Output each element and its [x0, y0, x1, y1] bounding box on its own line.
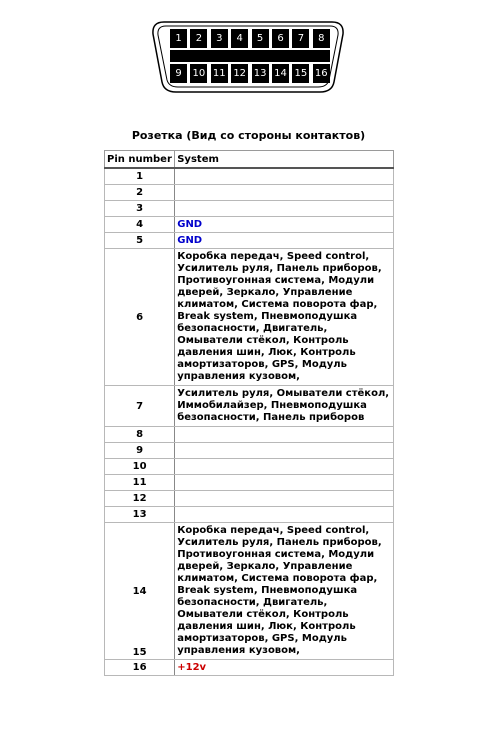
connector-pin-5: 5 [252, 29, 269, 48]
connector-pin-8: 8 [313, 29, 330, 48]
connector-pin-12: 12 [231, 64, 248, 83]
table-row [105, 475, 394, 491]
system-cell [175, 443, 394, 459]
pin-number-cell: 8 [105, 427, 175, 443]
system-cell: Коробка передач, Speed control, Усилитель руля, Панель приборов, Противоугонная система, Модули дверей, Зеркало, Управление климатом, Система поворота фар, Break system, Пневмоподушка безопасности, Двигатель, Омыватели стёкол, Контроль давления шин, Люк, Контроль амортизаторов, GPS, Модуль управления кузовом, [175, 523, 394, 660]
connector-pin-11: 11 [211, 64, 228, 83]
connector-pin-9: 9 [170, 64, 187, 83]
connector-pin-15: 15 [292, 64, 309, 83]
connector-pin-10: 10 [190, 64, 207, 83]
pin-number-cell [105, 523, 175, 660]
pin-number-cell: 4 [105, 217, 175, 233]
pin-number-cell: 13 [105, 507, 175, 523]
pin-number-cell: 6 [105, 249, 175, 386]
system-cell [175, 507, 394, 523]
table-row [105, 217, 394, 233]
diagram-caption: Розетка (Вид со стороны контактов) [131, 129, 366, 142]
system-cell: +12v [175, 660, 394, 676]
system-cell [175, 185, 394, 201]
connector-pin-14: 14 [272, 64, 289, 83]
system-cell: Усилитель руля, Омыватели стёкол, Иммобилайзер, Пневмоподушка безопасности, Панель приборов [175, 386, 394, 427]
table-row [105, 185, 394, 201]
pin-number-extra: 15 [132, 647, 147, 658]
connector-pin-6: 6 [272, 29, 289, 48]
table-row [105, 507, 394, 523]
pinout-table-body [105, 168, 394, 676]
table-row [105, 443, 394, 459]
pin-number: 14 [132, 585, 147, 597]
table-row [105, 249, 394, 386]
pinout-table [104, 150, 394, 676]
table-row [105, 660, 394, 676]
table-row [105, 427, 394, 443]
pin-number-cell: 9 [105, 443, 175, 459]
system-cell [175, 459, 394, 475]
system-cell: GND [175, 233, 394, 249]
pin-number-cell: 2 [105, 185, 175, 201]
system-cell [175, 427, 394, 443]
table-row [105, 523, 394, 660]
table-row [105, 386, 394, 427]
system-cell [175, 201, 394, 217]
connector-top-pin-row [170, 29, 330, 48]
system-cell [175, 168, 394, 185]
table-row [105, 233, 394, 249]
pin-number-cell: 12 [105, 491, 175, 507]
connector-pin-1: 1 [170, 29, 187, 48]
connector-pin-7: 7 [292, 29, 309, 48]
connector-pin-2: 2 [190, 29, 207, 48]
table-row [105, 168, 394, 185]
connector-bottom-pin-row [170, 64, 330, 83]
connector-pin-16: 16 [313, 64, 330, 83]
table-row [105, 201, 394, 217]
pin-number-cell: 1 [105, 168, 175, 185]
table-row [105, 459, 394, 475]
system-cell [175, 491, 394, 507]
system-cell: Коробка передач, Speed control, Усилитель руля, Панель приборов, Противоугонная система, Модули дверей, Зеркало, Управление климатом, Система поворота фар, Break system, Пневмоподушка безопасности, Двигатель, Омыватели стёкол, Контроль давления шин, Люк, Контроль амортизаторов, GPS, Модуль управления кузовом, [175, 249, 394, 386]
pin-number-cell: 7 [105, 386, 175, 427]
table-row [105, 491, 394, 507]
pin-number-cell: 16 [105, 660, 175, 676]
pin-number-cell: 10 [105, 459, 175, 475]
pin-number-cell: 11 [105, 475, 175, 491]
connector-pin-4: 4 [231, 29, 248, 48]
header-pin-number: Pin number [105, 151, 175, 169]
pin-number-cell: 3 [105, 201, 175, 217]
connector-pin-3: 3 [211, 29, 228, 48]
system-cell [175, 475, 394, 491]
obd2-connector-diagram [150, 20, 346, 94]
pin-number-cell: 5 [105, 233, 175, 249]
connector-pin-13: 13 [252, 64, 269, 83]
system-cell: GND [175, 217, 394, 233]
header-system: System [175, 151, 394, 169]
table-header-row [105, 151, 394, 169]
